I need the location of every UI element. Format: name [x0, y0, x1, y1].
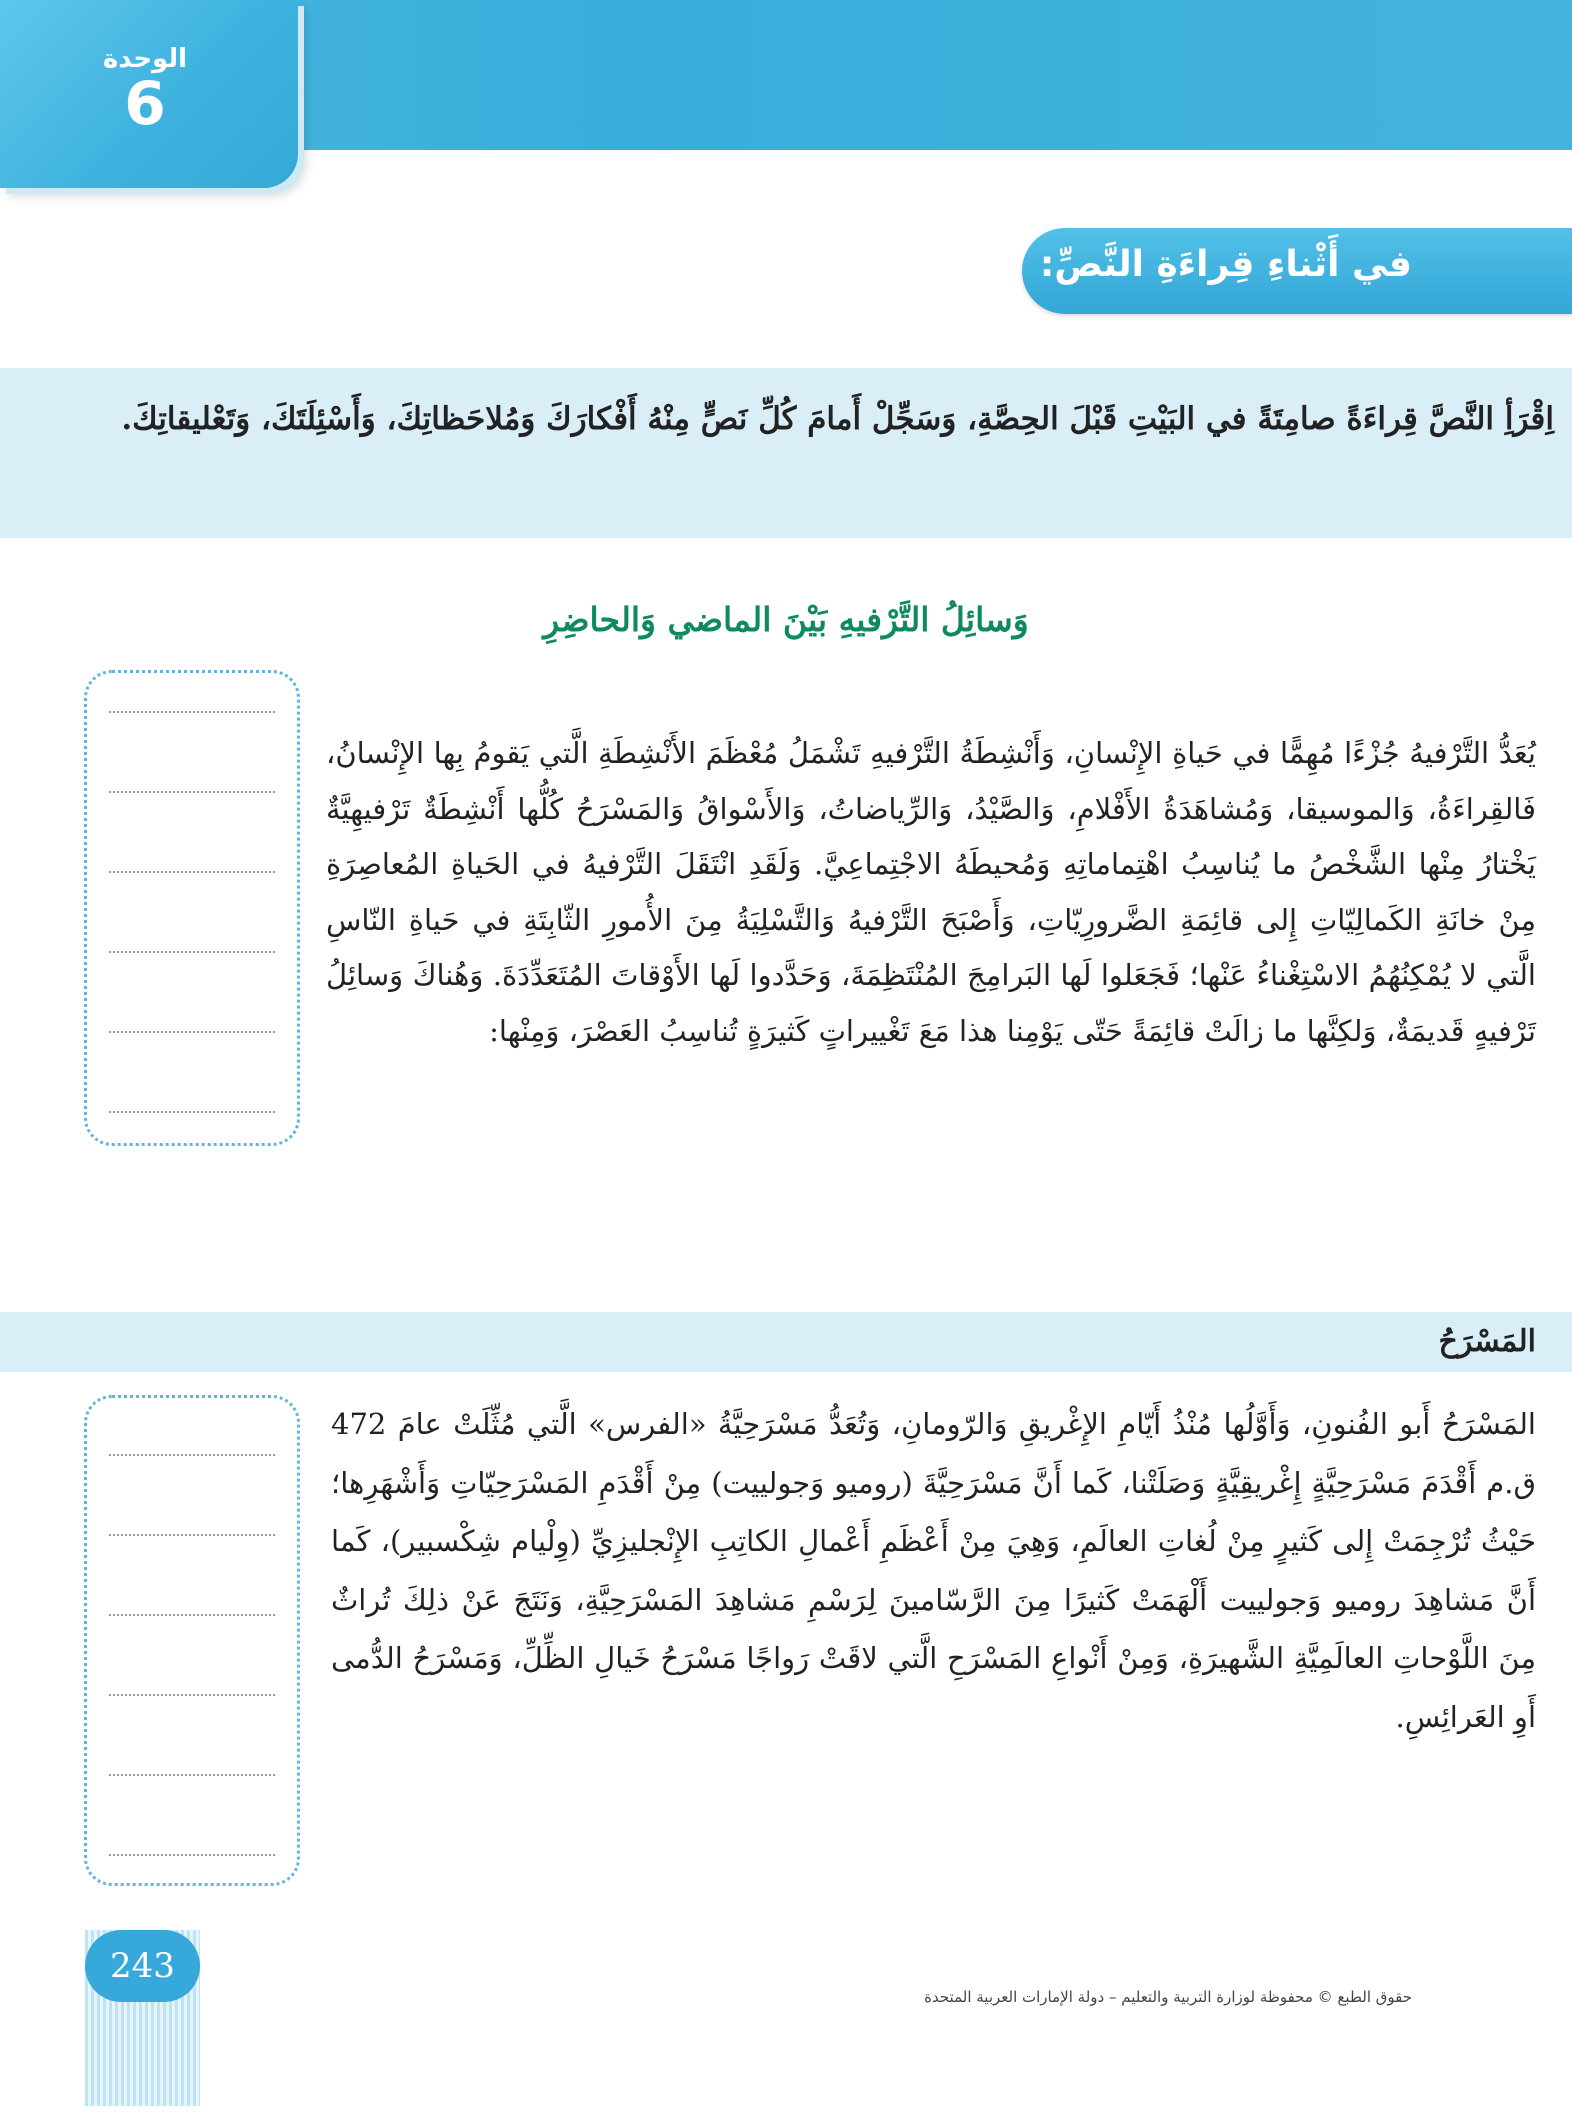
article-title: وَسائِلُ التَّرْفيهِ بَيْنَ الماضي وَالحاضِرِ	[543, 600, 1029, 639]
instruction-text: اِقْرَأِ النَّصَّ قِراءَةً صامِتَةً في البَيْتِ قَبْلَ الحِصَّةِ، وَسَجِّلْ أَمامَ كُلِّ نَصٍّ مِنْهُ أَفْكارَكَ وَمُلاحَظاتِكَ، وَأَسْئِلَتَكَ، وَتَعْليقاتِكَ.	[121, 401, 1554, 437]
note-line	[109, 951, 275, 953]
unit-badge	[0, 0, 298, 188]
note-line	[109, 1614, 275, 1616]
subheading-band	[0, 1312, 1572, 1372]
paragraph-theater: المَسْرَحُ أَبو الفُنونِ، وَأَوَّلُها مُنْذُ أَيّامِ الإِغْريقِ وَالرّومانِ، وَتُعَدُّ مَسْرَحِيَّةُ «الفرس» الَّتي مُثِّلَتْ عامَ 472 ق.م أَقْدَمَ مَسْرَحِيَّةٍ إِغْريقِيَّةٍ وَصَلَتْنا، كَما أَنَّ مَسْرَحِيَّةَ (روميو وَجولييت) مِنْ أَقْدَمِ المَسْرَحِيّاتِ وَأَشْهَرِها؛ حَيْثُ تُرْجِمَتْ إِلى كَثيرٍ مِنْ لُغاتِ العالَمِ، وَهِيَ مِنْ أَعْظَمِ أَعْمالِ الكاتِبِ الإِنْجليزِيِّ (وِلْيام شِكْسبير)، كَما أَنَّ مَشاهِدَ روميو وَجولييت أَلْهَمَتْ كَثيرًا مِنَ الرَّسّامينَ لِرَسْمِ مَشاهِدَ المَسْرَحِيَّةِ، وَنَتَجَ عَنْ ذلِكَ تُراثٌ مِنَ اللَّوْحاتِ العالَمِيَّةِ الشَّهيرَةِ، وَمِنْ أَنْواعِ المَسْرَحِ الَّتي لاقَتْ رَواجًا مَسْرَحُ خَيالِ الظِّلِّ، وَمَسْرَحُ الدُّمى أَوِ العَرائِسِ.	[331, 1407, 1536, 1734]
note-line	[109, 711, 275, 713]
note-line	[109, 1031, 275, 1033]
unit-label: الوحدة	[102, 44, 188, 74]
note-line	[109, 1774, 275, 1776]
note-line	[109, 1534, 275, 1536]
note-line	[109, 871, 275, 873]
paragraph-intro: يُعَدُّ التَّرْفيهُ جُزْءًا مُهِمًّا في حَياةِ الإِنْسانِ، وَأَنْشِطَةُ التَّرْفيهِ تَشْمَلُ مُعْظَمَ الأَنْشِطَةِ الَّتي يَقومُ بِها الإِنْسانُ، فَالقِراءَةُ، وَالموسيقا، وَمُشاهَدَةُ الأَفْلامِ، وَالصَّيْدُ، وَالرِّياضاتُ، وَالأَسْواقُ وَالمَسْرَحُ كُلُّها أَنْشِطَةٌ تَرْفيهِيَّةٌ يَخْتارُ مِنْها الشَّخْصُ ما يُناسِبُ اهْتِماماتِهِ وَمُحيطَهُ الاجْتِماعِيَّ. وَلَقَدِ انْتَقَلَ التَّرْفيهُ في الحَياةِ المُعاصِرَةِ مِنْ خانَةِ الكَمالِيّاتِ إِلى قائِمَةِ الضَّرورِيّاتِ، وَأَصْبَحَ التَّرْفيهُ وَالتَّسْلِيَةُ مِنَ الأُمورِ الثّابِتَةِ في حَياةِ النّاسِ الَّتي لا يُمْكِنُهُمُ الاسْتِغْناءُ عَنْها؛ فَجَعَلوا لَها البَرامِجَ المُنْتَظِمَةَ، وَحَدَّدوا لَها الأَوْقاتَ المُتَعَدِّدَةَ. وَهُناكَ وَسائِلُ تَرْفيهٍ قَديمَةٌ، وَلكِنَّها ما زالَتْ قائِمَةً حَتّى يَوْمِنا هذا مَعَ تَغْييراتٍ كَثيرَةٍ تُناسِبُ العَصْرَ، وَمِنْها:	[326, 736, 1536, 1048]
page-number: 243	[85, 1930, 200, 2002]
note-line	[109, 1111, 275, 1113]
subheading-theater: المَسْرَحُ	[1438, 1324, 1536, 1359]
note-line	[109, 1454, 275, 1456]
note-line	[109, 1694, 275, 1696]
copyright-footer: حقوق الطبع © محفوظة لوزارة التربية والتعليم – دولة الإمارات العربية المتحدة	[924, 1988, 1412, 2006]
notes-box[interactable]	[84, 670, 300, 1146]
note-line	[109, 791, 275, 793]
section-tab	[1022, 228, 1572, 314]
notes-box[interactable]	[84, 1395, 300, 1886]
section-tab-title: في أَثْناءِ قِراءَةِ النَّصِّ:	[1039, 244, 1412, 285]
note-line	[109, 1854, 275, 1856]
instruction-band	[0, 368, 1572, 538]
unit-number: 6	[124, 69, 166, 139]
